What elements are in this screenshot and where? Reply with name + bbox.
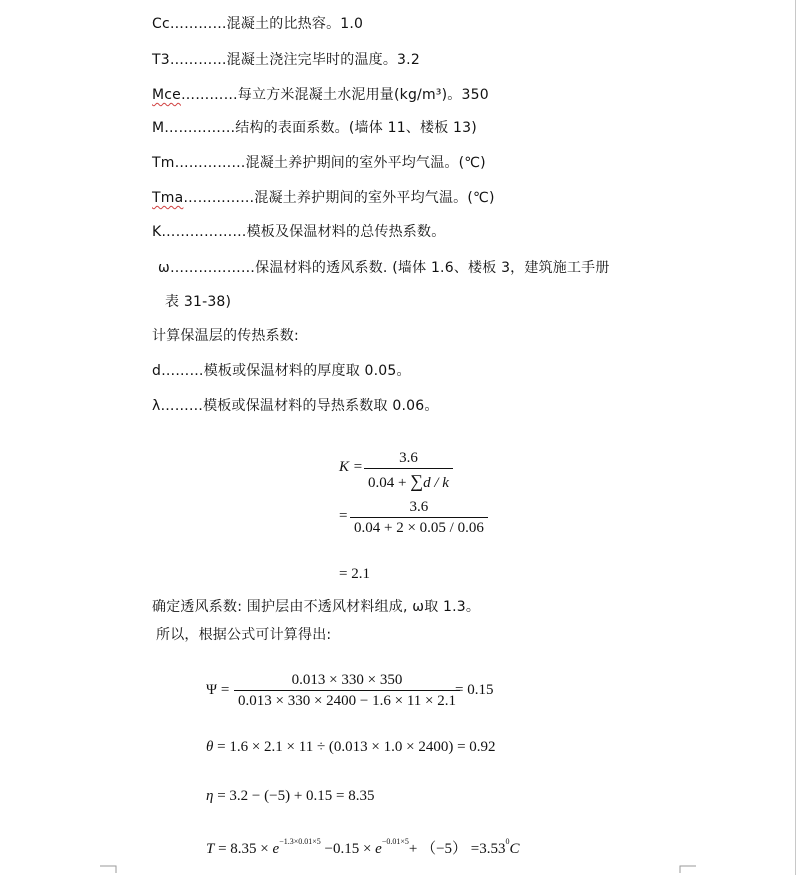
eq5-exponent: −0.01×5 — [381, 837, 409, 846]
line-calc-heading — [152, 326, 299, 346]
line-m — [152, 118, 477, 138]
line-t3 — [152, 50, 420, 70]
eq5-exponent: −1.3×0.01×5 — [279, 837, 321, 846]
eq5 — [206, 837, 520, 858]
sum-sign: ∑ — [410, 471, 424, 491]
line-k — [152, 222, 445, 242]
eq5-degree: 0 — [505, 837, 510, 846]
eq1-denominator — [364, 469, 453, 492]
den-part: d / k — [423, 475, 449, 491]
eq2-lhs: Ψ = — [206, 682, 230, 698]
line-text: 所以，根据公式可计算得出: — [156, 627, 332, 643]
eq5-part: + （−5） =3.53 — [408, 841, 506, 857]
line-therefore — [156, 625, 331, 645]
line-text: ………模板或保温材料的厚度取 0.05。 — [161, 363, 411, 379]
symbol: Tma — [152, 190, 184, 206]
line-text: 表 31-38) — [165, 294, 232, 310]
eq1-numerator-2: 3.6 — [409, 499, 429, 515]
eq1-denominator-2: 0.04 + 2 × 0.05 / 0.06 — [354, 520, 484, 536]
line-text: …………混凝土浇注完毕时的温度。3.2 — [169, 52, 420, 68]
eq5-exp-base: e — [375, 841, 382, 857]
eq1-equals: = — [339, 508, 348, 524]
symbol: K — [152, 224, 162, 240]
line-text: ……………混凝土养护期间的室外平均气温。(℃) — [183, 190, 495, 206]
line-d — [152, 361, 411, 381]
corner-mark-left — [100, 865, 118, 873]
symbol: M — [152, 120, 165, 136]
eq2-rhs: = 0.15 — [455, 682, 494, 698]
line-text: …………每立方米混凝土水泥用量(kg/m³)。350 — [181, 87, 489, 103]
eq3-rhs: = 1.6 × 2.1 × 11 ÷ (0.013 × 1.0 × 2400) = 0.92 — [213, 739, 496, 755]
symbol: λ — [152, 398, 161, 414]
line-text: …………混凝土的比热容。1.0 — [169, 16, 364, 32]
symbol: T3 — [152, 52, 170, 68]
line-cc — [152, 14, 363, 34]
den-part: 0.04 + — [368, 475, 411, 491]
eq2-denominator: 0.013 × 330 × 2400 − 1.6 × 11 × 2.1 — [238, 693, 456, 709]
eq2-numerator: 0.013 × 330 × 350 — [291, 672, 403, 688]
corner-mark-right — [678, 865, 696, 873]
line-tma — [152, 188, 495, 208]
symbol: d — [152, 363, 162, 379]
eq1-result: = 2.1 — [339, 566, 370, 582]
line-text: ………………保温材料的透风系数. (墙体 1.6、楼板 3，建筑施工手册 — [169, 260, 610, 276]
line-text: ………模板或保温材料的导热系数取 0.06。 — [160, 398, 439, 414]
eq5-part: −0.15 × — [320, 841, 376, 857]
eq1-fraction-2 — [350, 499, 488, 537]
eq5-lhs: T — [206, 841, 215, 857]
eq1-lhs: K = — [339, 459, 363, 475]
line-table-ref — [165, 292, 231, 312]
line-text: ………………模板及保温材料的总传热系数。 — [161, 224, 446, 240]
line-omega — [158, 258, 610, 278]
eq4 — [206, 788, 375, 805]
eq1-numerator: 3.6 — [399, 450, 418, 466]
line-tm — [152, 153, 486, 173]
eq5-exp-base: e — [272, 841, 280, 857]
line-text: ……………混凝土养护期间的室外平均气温。(℃) — [174, 155, 486, 171]
symbol: Tm — [152, 155, 175, 171]
line-lambda — [152, 396, 439, 416]
line-wind-coef — [152, 597, 480, 617]
eq1-fraction-1 — [364, 450, 453, 492]
symbol: Cc — [152, 16, 170, 32]
eq4-rhs: = 3.2 − (−5) + 0.15 = 8.35 — [213, 788, 375, 804]
line-text: 确定透风系数: 围护层由不透风材料组成, ω取 1.3。 — [152, 599, 481, 615]
eq3-lhs: θ — [206, 739, 214, 755]
symbol: ω — [158, 260, 170, 276]
eq3 — [206, 739, 496, 756]
line-text: 计算保温层的传热系数: — [152, 328, 299, 344]
eq5-part: = 8.35 × — [214, 841, 273, 857]
eq5-unit: C — [509, 841, 520, 857]
line-mce — [152, 85, 489, 105]
eq2-fraction — [234, 672, 460, 710]
eq4-lhs: η — [206, 788, 214, 804]
line-text: ……………结构的表面系数。(墙体 11、楼板 13) — [164, 120, 477, 136]
symbol: Mce — [152, 87, 181, 103]
